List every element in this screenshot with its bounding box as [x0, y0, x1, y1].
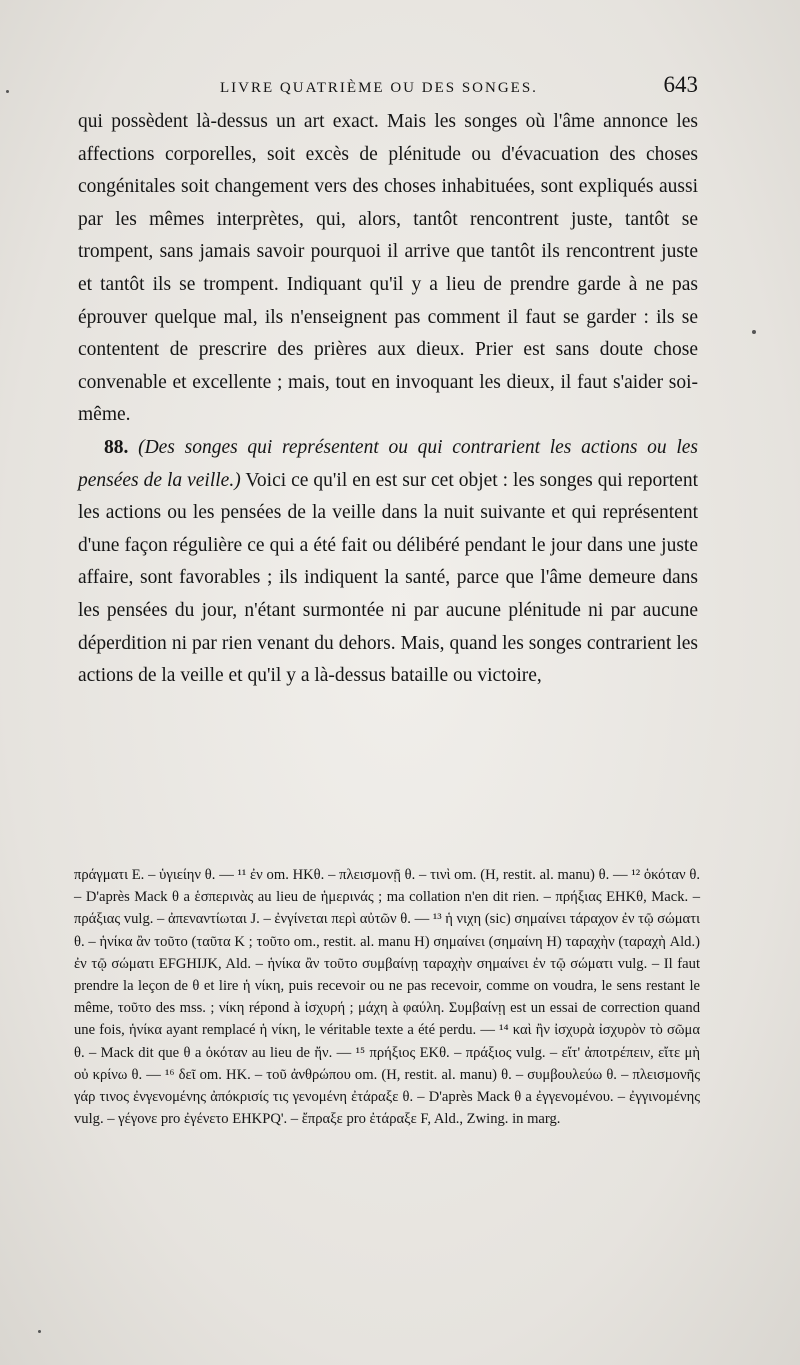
running-title: LIVRE QUATRIÈME OU DES SONGES. [220, 80, 538, 96]
page-number: 643 [663, 72, 698, 97]
ink-speck [752, 330, 756, 334]
footnotes-text: πράγματι E. – ὑγιείην θ. — ¹¹ ἐν om. HKθ. – πλεισμονῇ θ. – τινὶ om. (H, restit. al. manu) θ. — ¹² ὁκόταν θ. – D'après Mack θ a ἑσπερινὰς au lieu de ἡμερινάς ; ma collation n'en dit rien. – πρήξιας EHKθ, Mack. – πράξιας vulg. – ἀπεναντίωται J. – ἐνγίνεται περὶ αὐτῶν θ. — ¹³ ἡ νιχη (sic) σημαίνει τάραχον ἐν τῷ σώματι θ. – ἡνίκα ἂν τοῦτο (ταῦτα K ; τοῦτο om., restit. al. manu H) σημαίνει (σημαίνη H) ταραχὴν (ταραχὴ Ald.) ἐν τῷ σώματι EFGHIJK, Ald. – ἡνίκα ἂν τοῦτο συμβαίνῃ ταραχὴν σημαίνει ἐν τῷ σώματι vulg. – Il faut prendre la leçon de θ et lire ἡ νίκη, puis recevoir ou ne pas recevoir, comme on voudra, le sens restant le même, τοῦτο des mss. ; νίκη répond à ἰσχυρή ; μάχη à φαύλη. Συμβαίνῃ est un essai de correction quand une fois, ἡνίκα ayant remplacé ἡ νίκη, le véritable texte a été perdu. — ¹⁴ καὶ ἢν ἰσχυρὰ ἰσχυρὸν τὸ σῶμα θ. – Mack dit que θ a ὁκόταν au lieu de ἤν. — ¹⁵ πρήξιος EKθ. – πράξιος vulg. – εἴτ' ἀποτρέπειν, εἴτε μὴ οὐ κρίνω θ. — ¹⁶ δεῖ om. HK. – τοῦ ἀνθρώπου om. (H, restit. al. manu) θ. – συμβουλεύω θ. – πλεισμονῆς γάρ τινος ἐνγενομένης ἀπόκρισίς τις γενομένη ἐτάραξε θ. – D'après Mack θ a ἐγγενομένου. – ἐγγινομένης vulg. – γέγονε pro ἐγένετο EHKPQ'. – ἔπραξε pro ἐτάραξε F, Ald., Zwing. in marg. [74, 867, 700, 1128]
paragraph-88 [78, 432, 698, 693]
running-head [80, 72, 700, 106]
critical-apparatus [74, 864, 700, 1130]
main-text [78, 106, 698, 693]
section-title: (Des songes qui représentent ou qui contrarient les actions ou les pensées de la veille.) [78, 436, 698, 491]
paragraph-continuation: qui possèdent là-dessus un art exact. Mais les songes où l'âme annonce les affections corporelles, soit excès de plénitude ou d'évacuation des choses congénitales soit changement vers des choses inhabituées, sont expliqués aussi par les mêmes interprètes, qui, alors, tantôt rencontrent juste, tantôt se trompent, sans jamais savoir pourquoi il arrive que tantôt ils rencontrent juste et tantôt ils se trompent. Indiquant qu'il y a lieu de prendre garde à ne pas éprouver quelque mal, ils n'enseignent pas comment il faut se garder : ils se contentent de prescrire des prières aux dieux. Prier est sans doute chose convenable et excellente ; mais, tout en invoquant les dieux, il faut s'aider soi-même. [78, 111, 698, 426]
section-number: 88. [104, 436, 129, 458]
ink-speck [38, 1330, 41, 1333]
ink-speck [6, 90, 9, 93]
section-text: Voici ce qu'il en est sur cet objet : les songes qui reportent les actions ou les pensées de la veille dans la nuit suivante et qui représentent d'une façon régulière ce qui a été fait ou délibéré pendant le jour dans une juste affaire, sont favorables ; ils indiquent la santé, parce que l'âme demeure dans les pensées du jour, n'étant surmontée ni par aucune plénitude ni par aucune déperdition ni par rien venant du dehors. Mais, quand les songes contrarient les actions de la veille et qu'il y a là-dessus bataille ou victoire, [78, 469, 699, 687]
